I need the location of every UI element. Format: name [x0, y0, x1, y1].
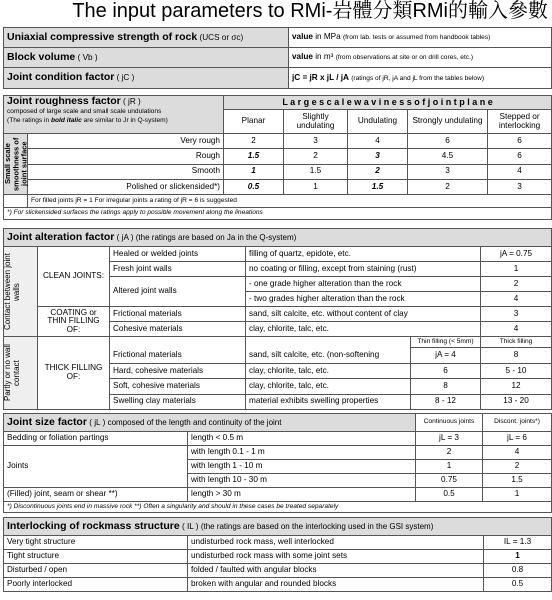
il-value: 1: [484, 550, 552, 564]
vb-value-label: value: [292, 52, 313, 62]
small-scale-side-cell: [4, 134, 28, 195]
jl-length: length > 30 m: [188, 488, 416, 502]
ja-desc: filling of quartz, epidote, etc.: [246, 247, 481, 262]
ja-desc: clay, chlorite, talc, etc.: [246, 363, 411, 378]
ja-thick-value: 13 - 20: [481, 394, 552, 409]
jr-filled-note: For filled joints jR = 1 For irregular joints a rating of jR = 6 is suggested: [28, 195, 552, 208]
jl-cont-value: 2: [416, 446, 483, 460]
jl-table: [3, 413, 552, 513]
jl-header-cell: [4, 414, 416, 432]
vb-abbr: ( Vb ): [77, 52, 98, 62]
jr-value: 3: [284, 134, 348, 149]
ja-name: Cohesive materials: [110, 322, 246, 337]
ja-desc: material exhibits swelling properties: [246, 394, 411, 409]
ja-desc: - two grades higher alteration than the rock: [246, 292, 481, 307]
jr-value: 2: [348, 164, 408, 179]
ja-value: 3: [481, 307, 552, 322]
ja-label: Joint alteration factor: [7, 230, 115, 243]
il-label: Interlocking of rockmass structure: [7, 519, 180, 532]
jl-name: Joints: [4, 446, 188, 488]
jc-abbr: ( jC ): [116, 73, 135, 83]
jl-name: Bedding or foliation partings: [4, 432, 188, 446]
jl-length: with length 0.1 - 1 m: [188, 446, 416, 460]
jl-label: Joint size factor: [7, 415, 87, 428]
jl-cont-value: jL = 3: [416, 432, 483, 446]
jl-name: (Filled) joint, seam or shear **): [4, 488, 188, 502]
jc-label-cell: [4, 68, 289, 89]
parameters-table: [3, 27, 552, 89]
vb-note: (from observations at site or on drill cores, etc.): [335, 54, 474, 62]
ucs-value-cell: [289, 28, 552, 48]
il-note: (the ratings are based on the interlocking used in the GSI system): [200, 521, 434, 531]
ja-thick-value: 12: [481, 379, 552, 394]
jr-value: 2: [284, 149, 348, 164]
jr-blank-cell: [4, 195, 28, 208]
vb-label: Block volume: [7, 50, 76, 63]
ja-blank: [110, 337, 246, 348]
coating-label: COATING or THIN FILLING OF:: [38, 307, 110, 337]
jc-note: (ratings of jR, jA and jL from the tables below): [351, 74, 485, 82]
jl-disc-value: 1.5: [483, 474, 552, 488]
jl-cont-value: 1: [416, 460, 483, 474]
il-name: Very tight structure: [4, 536, 188, 550]
jr-value: 4.5: [408, 149, 488, 164]
ja-name: Healed or welded joints: [110, 247, 246, 262]
vb-label-cell: [4, 48, 289, 68]
contact-label: Contact between joint walls: [3, 253, 21, 330]
jr-col-undulating: Undulating: [348, 110, 408, 134]
vb-value-cell: [289, 48, 552, 68]
jc-label: Joint condition factor: [7, 71, 115, 84]
ucs-label: Uniaxial compressive strength of rock: [7, 30, 198, 43]
ja-name: Frictional materials: [110, 307, 246, 322]
ja-value: 1: [481, 262, 552, 277]
vb-unit: in m³: [315, 52, 334, 62]
il-desc: folded / faulted with angular blocks: [188, 564, 484, 578]
ja-name: Hard, cohesive materials: [110, 363, 246, 378]
ja-value: jA = 0.75: [481, 247, 552, 262]
jr-row-label: Smooth: [28, 164, 224, 179]
ja-name: Altered joint walls: [110, 277, 246, 307]
jr-value: 4: [488, 164, 552, 179]
jr-col-slightly: Slightly undulating: [284, 110, 348, 134]
jr-footnote: *) For slickensided surfaces the ratings apply to possible movement along the lineations: [4, 208, 552, 220]
ja-desc: - one grade higher alteration than the rock: [246, 277, 481, 292]
jl-footnote: *) Discontinuous joints end in massive rock **) Often a singularity and should in these cases be treated separately: [4, 502, 552, 513]
jr-value: 3: [348, 149, 408, 164]
ja-thick-value: 5 - 10: [481, 363, 552, 378]
jr-value: 1: [224, 164, 284, 179]
ja-abbr: ( jA ): [116, 232, 134, 242]
jr-subtitle-2: (The ratings in bold italic are similar to Jr in Q-system): [7, 116, 168, 124]
jr-abbr: ( jR ): [123, 97, 141, 106]
il-name: Tight structure: [4, 550, 188, 564]
il-table: [3, 517, 552, 592]
ja-desc: clay, chlorite, talc, etc.: [246, 379, 411, 394]
ja-table: [3, 228, 552, 410]
jr-value: 1.5: [284, 164, 348, 179]
jl-disc-value: 4: [483, 446, 552, 460]
ja-value: 4: [481, 292, 552, 307]
jr-value: 6: [488, 134, 552, 149]
ja-thin-value: 6: [411, 363, 481, 378]
ja-blank: [246, 337, 411, 348]
jr-col-strongly: Strongly undulating: [408, 110, 488, 134]
jl-col-discontinuous: Discont. joints*): [483, 414, 552, 432]
jl-length: length < 0.5 m: [188, 432, 416, 446]
jr-value: 6: [488, 149, 552, 164]
ucs-abbr: (UCS or σc): [199, 32, 244, 42]
ja-note: (the ratings are based on Ja in the Q-system): [135, 232, 297, 242]
jr-subtitle: composed of large scale and small scale undulations: [7, 108, 162, 116]
ucs-value-label: value: [292, 32, 313, 42]
jl-cont-value: 0.75: [416, 474, 483, 488]
ja-desc: clay, chlorite, talc, etc.: [246, 322, 481, 337]
jl-disc-value: 2: [483, 460, 552, 474]
il-abbr: ( IL ): [182, 521, 199, 531]
ucs-unit: in MPa: [315, 32, 341, 42]
jr-value: 3: [488, 179, 552, 194]
small-scale-label: Small scale smoothness of joint surface: [3, 137, 29, 191]
partly-side-cell: [4, 337, 38, 410]
jl-note: composed of the length and continuity of the joint: [107, 417, 282, 427]
ja-name: Swelling clay materials: [110, 394, 246, 409]
il-value: IL = 1.3: [484, 536, 552, 550]
jr-col-planar: Planar: [224, 110, 284, 134]
contact-side-cell: [4, 247, 38, 337]
jr-col-stepped: Stepped or interlocking: [488, 110, 552, 134]
ja-desc: no coating or filling, except from staining (rust): [246, 262, 481, 277]
jl-col-continuous: Continuous joints: [416, 414, 483, 432]
ja-desc: sand, silt calcite, etc. (non-softening: [246, 348, 411, 363]
jr-value: 4: [348, 134, 408, 149]
ja-name: Frictional materials: [110, 348, 246, 363]
ja-thick-value: 8: [481, 348, 552, 363]
ja-value: 4: [481, 322, 552, 337]
partly-label: Partly or no wall contact: [3, 344, 21, 402]
il-desc: undisturbed rock mass with some joint sets: [188, 550, 484, 564]
thick-filling-label: THICK FILLING OF:: [38, 337, 110, 410]
jr-row-label: Polished or slickensided*): [28, 179, 224, 194]
jr-row-label: Rough: [28, 149, 224, 164]
ucs-label-cell: [4, 28, 289, 48]
il-desc: broken with angular and rounded blocks: [188, 578, 484, 592]
jl-length: with length 10 - 30 m: [188, 474, 416, 488]
jc-formula: jC = jR x jL / jA: [292, 72, 349, 82]
ja-name: Fresh joint walls: [110, 262, 246, 277]
jl-abbr: ( jL ): [89, 417, 106, 427]
ja-thin-value: jA = 4: [411, 348, 481, 363]
jr-value: 1.5: [224, 149, 284, 164]
jr-value: 2: [224, 134, 284, 149]
jr-label: Joint roughness factor: [7, 95, 121, 107]
large-scale-title: L a r g e s c a l e w a v i n e s s o f j o i n t p l a n e: [224, 96, 552, 110]
jr-value: 1: [284, 179, 348, 194]
jr-table: [3, 95, 552, 220]
ja-value: 2: [481, 277, 552, 292]
il-value: 0.5: [484, 578, 552, 592]
jr-value: 1.5: [348, 179, 408, 194]
page-title: The input parameters to RMi-岩體分類RMi的輸入參數: [72, 0, 548, 22]
jr-value: 6: [408, 134, 488, 149]
jl-length: with length 1 - 10 m: [188, 460, 416, 474]
jl-disc-value: 1: [483, 488, 552, 502]
ja-desc: sand, silt calcite, etc. without content of clay: [246, 307, 481, 322]
jc-value-cell: [289, 68, 552, 89]
jr-value: 0.5: [224, 179, 284, 194]
jr-row-label: Very rough: [28, 134, 224, 149]
il-name: Poorly interlocked: [4, 578, 188, 592]
ucs-note: (from lab. tests or assumed from handbook tables): [342, 34, 491, 42]
ja-name: Soft, cohesive materials: [110, 379, 246, 394]
clean-joints-label: CLEAN JOINTS:: [38, 247, 110, 307]
thick-filling-header: Thick filling: [481, 337, 552, 348]
jr-value: 3: [408, 164, 488, 179]
ja-header-cell: [4, 229, 552, 247]
jr-value: 2: [408, 179, 488, 194]
jl-cont-value: 0.5: [416, 488, 483, 502]
il-name: Disturbed / open: [4, 564, 188, 578]
jl-disc-value: jL = 6: [483, 432, 552, 446]
il-desc: undisturbed rock mass, well interlocked: [188, 536, 484, 550]
il-value: 0.8: [484, 564, 552, 578]
ja-thin-value: 8 - 12: [411, 394, 481, 409]
thin-filling-header: Thin filling (< 5mm): [411, 337, 481, 348]
jr-header-cell: [4, 96, 224, 134]
ja-thin-value: 8: [411, 379, 481, 394]
il-header-cell: [4, 518, 552, 536]
